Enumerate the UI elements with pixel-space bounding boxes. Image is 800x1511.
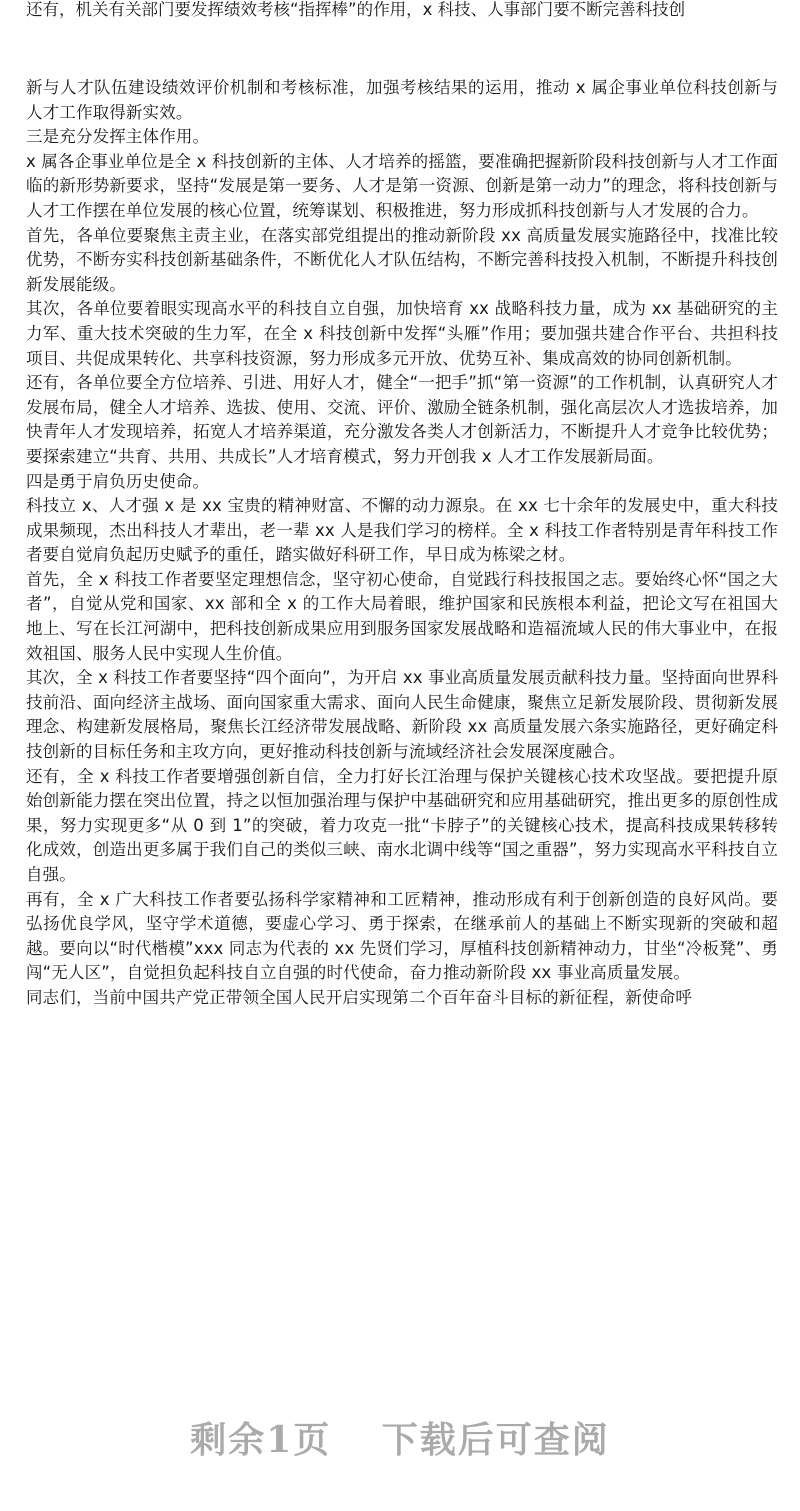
paragraph: 同志们，当前中国共产党正带领全国人民开启实现第二个百年奋斗目标的新征程，新使命呼 (26, 987, 692, 1007)
document-body (26, 76, 778, 1011)
paragraph: 其次，全 x 科技工作者要坚持“四个面向”，为开启 xx 事业高质量发展贡献科技力量。坚持面向世界科技前沿、面向经济主战场、面向国家重大需求、面向人民生命健康，聚焦立足新发展阶段、贯彻新发展理念、构建新发展格局，聚焦长江经济带发展战略、新阶段 xx 高质量发展六条实施路径，更好确定科技创新的目标任务和主攻方向，更好推动科技创新与流域经济社会发展深度融合。 (26, 668, 778, 762)
paragraph: 再有，全 x 广大科技工作者要弘扬科学家精神和工匠精神，推动形成有利于创新创造的良好风尚。要弘扬优良学风，坚守学术道德，要虚心学习、勇于探索，在继承前人的基础上不断实现新的突破和超越。要向以“时代楷模”xxx 同志为代表的 xx 先贤们学习，厚植科技创新精神动力，甘坐“冷板凳”、勇闯“无人区”，自觉担负起科技自立自强的时代使命，奋力推动新阶段 xx 事业高质量发展。 (26, 889, 778, 983)
paragraph: x 属各企事业单位是全 x 科技创新的主体、人才培养的摇篮，要准确把握新阶段科技创新与人才工作面临的新形势新要求，坚持“发展是第一要务、人才是第一资源、创新是第一动力”的理念，将科技创新与人才工作摆在单位发展的核心位置，统筹谋划、积极推进，努力形成抓科技创新与人才发展的合力。 (26, 151, 778, 220)
remaining-pages-label: 剩余1页 (190, 1419, 332, 1461)
paragraph: 还有，全 x 科技工作者要增强创新自信，全力打好长江治理与保护关键核心技术攻坚战。要把提升原始创新能力摆在突出位置，持之以恒加强治理与保护中基础研究和应用基础研究，推出更多的原创性成果，努力实现更多“从 0 到 1”的突破，着力攻克一批“卡脖子”的关键核心技术，提高科技成果转移转化成效，创造出更多属于我们自己的类似三峡、南水北调中线等“国之重器”，努力实现高水平科技自立自强。 (26, 766, 778, 884)
paragraph: 科技立 x、人才强 x 是 xx 宝贵的精神财富、不懈的动力源泉。在 xx 七十余年的发展史中，重大科技成果频现，杰出科技人才辈出，老一辈 xx 人是我们学习的榜样。全 x 科技工作者特别是青年科技工作者要自觉肩负起历史赋予的重任，踏实做好科研工作，早日成为栋梁之材。 (26, 496, 778, 565)
download-banner[interactable] (0, 1412, 800, 1463)
download-hint-label: 下载后可查阅 (381, 1419, 610, 1461)
section-heading: 三是充分发挥主体作用。 (26, 127, 210, 147)
top-line-text: 还有，机关有关部门要发挥绩效考核“指挥棒”的作用，x 科技、人事部门要不断完善科技创 (26, 0, 686, 19)
paragraph: 首先，各单位要聚焦主责主业，在落实部党组提出的推动新阶段 xx 高质量发展实施路径中，找准比较优势，不断夯实科技创新基础条件，不断优化人才队伍结构，不断完善科技投入机制，不断提升科技创新发展能级。 (26, 225, 778, 294)
section-heading: 四是勇于肩负历史使命。 (26, 471, 210, 491)
paragraph: 还有，各单位要全方位培养、引进、用好人才，健全“一把手”抓“第一资源”的工作机制，认真研究人才发展布局，健全人才培养、选拔、使用、交流、评价、激励全链条机制，强化高层次人才选拔培养，加快青年人才发现培养，拓宽人才培养渠道，充分激发各类人才创新活力，不断提升人才竞争比较优势；要探索建立“共育、共用、共成长”人才培育模式，努力开创我 x 人才工作发展新局面。 (26, 373, 778, 466)
paragraph: 其次，各单位要着眼实现高水平的科技自立自强，加快培育 xx 战略科技力量，成为 xx 基础研究的主力军、重大技术突破的生力军，在全 x 科技创新中发挥“头雁”作用；要加强共建合作平台、共担科技项目、共促成果转化、共享科技资源，努力形成多元开放、优势互补、集成高效的协同创新机制。 (26, 299, 778, 368)
paragraph: 新与人才队伍建设绩效评价机制和考核标准，加强考核结果的运用，推动 x 属企事业单位科技创新与人才工作取得新实效。 (26, 78, 778, 122)
paragraph: 首先，全 x 科技工作者要坚定理想信念，坚守初心使命，自觉践行科技报国之志。要始终心怀“国之大者”，自觉从党和国家、xx 部和全 x 的工作大局着眼，维护国家和民族根本利益，把论文写在祖国大地上、写在长江河湖中，把科技创新成果应用到服务国家发展战略和造福流域人民的伟大事业中，在报效祖国、服务人民中实现人生价值。 (26, 569, 778, 663)
